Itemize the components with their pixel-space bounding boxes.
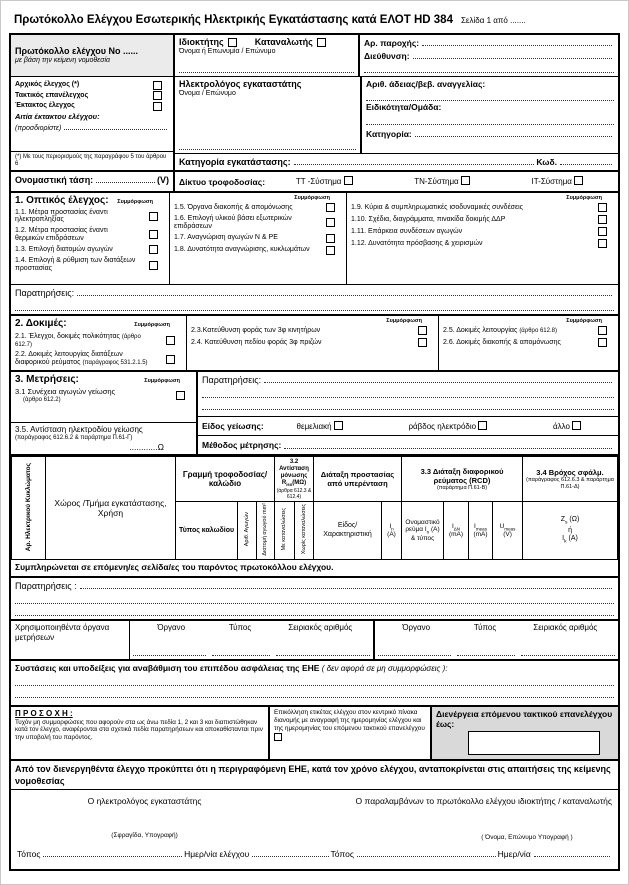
riso-symbol: $R_{iso}(M\Omega)$ (281, 480, 307, 488)
s3-title: 3. Μετρήσεις: (15, 374, 79, 386)
col-protection-kind: Είδος/ Χαρακτηριστική (314, 502, 382, 560)
s1-checkbox-1-4[interactable] (149, 261, 158, 270)
instrument-2-serial-input[interactable] (521, 645, 615, 656)
owner-name-hint: Όνομα ή Επωνυμία / Επώνυμο (179, 47, 276, 55)
protocol-no-cell (11, 35, 173, 76)
s1-item-1-12: 1.12. Δυνατότητα πρόσβασης & χειρισμών (351, 239, 483, 247)
earth-type-foundation-label: θεμελιακή (296, 421, 332, 431)
s1-checkbox-1-1[interactable] (149, 212, 158, 221)
sticker-cell (268, 707, 430, 758)
voltage-input[interactable] (96, 174, 155, 183)
caution-cell (11, 707, 268, 758)
address-input-2[interactable] (364, 62, 614, 73)
observations-1-input[interactable] (77, 287, 612, 296)
earth-type-row (198, 416, 618, 435)
supply-cell (358, 35, 618, 76)
observations-1-label: Παρατηρήσεις: (15, 288, 75, 299)
address-label: Διεύθυνση: (364, 50, 410, 61)
s2-col2 (186, 316, 438, 370)
ik-symbol: $I_k$ (A) (562, 534, 578, 545)
place-left-input[interactable] (43, 848, 182, 857)
s1-item-1-10: 1.10. Σχέδια, διαγράμματα, πινακίδα δοκιμής ΔΔΡ (351, 215, 506, 223)
s3-checkbox-3-1[interactable] (176, 391, 185, 400)
address-input[interactable] (413, 50, 612, 59)
col-rcd-nominal: Ονομαστικό ρεύμα $I_n$ (A) & τύπος (402, 502, 444, 560)
circuits-table (11, 456, 618, 560)
signature-left-sub: (Σφραγίδα, Υπογραφή) (111, 832, 178, 840)
sticker-checkbox[interactable] (274, 733, 282, 741)
col-imeas: $I_{meas}$ (mA) (469, 502, 493, 560)
s2-checkbox-2-5[interactable] (598, 326, 607, 335)
cause-input[interactable] (64, 121, 167, 130)
system-tt (296, 176, 353, 187)
check-type-extraordinary-label: Έκτακτος έλεγχος (15, 102, 75, 110)
s2-item-2-5-ref: (άρθρο 612.8) (519, 327, 557, 334)
s1-checkbox-1-6[interactable] (326, 218, 335, 227)
code-input[interactable] (560, 156, 612, 165)
next-inspection-label: Διενέργεια επόμενου τακτικού επανελέγχου έως: (436, 709, 613, 730)
s2-compliance-1: Συμμόρφωση (134, 321, 170, 328)
next-inspection-cell (430, 707, 618, 758)
earth-type-label: Είδος γείωσης: (202, 421, 264, 432)
check-date-label: Ημερ/νία ελέγχου (184, 848, 250, 859)
s2-item-2-6: 2.6. Δοκιμές διακοπής & απομόνωσης (443, 338, 561, 346)
s2-compliance-3: Συμμόρφωση (566, 317, 602, 324)
s1-col3 (346, 193, 618, 284)
row-protocol (11, 35, 618, 76)
loop-title: 3.4 Βρόχος σφάλμ. (536, 468, 604, 478)
observations-2-label: Παρατηρήσεις : (15, 581, 77, 592)
s1-item-1-6: 1.6. Επιλογή υλικού βάσει εξωτερικών επιδράσεων (174, 215, 292, 230)
signatures-block (11, 789, 618, 869)
s2-checkbox-2-2[interactable] (166, 355, 175, 364)
row-voltage (11, 170, 618, 191)
instruments-group-2 (373, 621, 618, 659)
system-it-checkbox[interactable] (574, 176, 583, 185)
s3-observations-input-2[interactable] (202, 387, 614, 398)
zs-symbol: $Z_s$ (Ω) (560, 516, 580, 526)
system-tt-label: TT -Σύστημα (295, 177, 342, 187)
s3-compliance: Συμμόρφωση (144, 378, 180, 385)
date-input[interactable] (534, 848, 610, 857)
recommendations-input-1[interactable] (15, 675, 614, 686)
observations-2-input[interactable] (80, 580, 612, 589)
caution-body: Τυχόν μη συμμορφώσεις που αφορούν στα ως άνω πεδία 1, 2 και 3 και διαπιστώθηκαν κατά τον έλεγχο, αναφέρονται στα σχετικά πεδία παρατηρήσεων και αποκαθίστανται πριν την υποβολή του παρόντος. (15, 718, 263, 741)
s1-checkbox-1-7[interactable] (326, 234, 335, 243)
place-left-label: Τόπος (17, 848, 41, 859)
network-cell (173, 172, 618, 191)
s3-right (196, 372, 618, 454)
page-of-dots: ....... (510, 16, 526, 25)
footnote: (*) Με τους περιορισμούς της παραγράφου 5 του άρθρου 6 (11, 151, 173, 170)
rcd-title: 3.3 Διάταξη διαφορικού ρεύματος (RCD) (420, 466, 504, 485)
row-check-types (11, 76, 618, 170)
col-without-loads: Χωρίς καταναλώσεις (300, 504, 307, 555)
s3-observations-input[interactable] (264, 374, 612, 383)
earth-type-other-label: άλλο (552, 421, 570, 431)
installation-category-row (175, 153, 618, 170)
signature-right-sub: ( Όνομα, Επώνυμο Υπογραφή ) (481, 834, 573, 842)
instrument-2-serial-header: Σειριακός αριθμός (533, 623, 598, 633)
s1-checkbox-1-11[interactable] (598, 227, 607, 236)
electrician-title: Ηλεκτρολόγος εγκαταστάτης (179, 79, 302, 90)
check-type-initial-label: Αρχικός έλεγχος (*) (15, 81, 80, 89)
instrument-1-type-header: Τύπος (228, 623, 252, 633)
earth-type-other (553, 421, 581, 432)
supply-no-label: Αρ. παροχής: (364, 37, 420, 48)
protocol-no-label: Πρωτόκολλο ελέγχου Νο ...... (15, 45, 138, 56)
instrument-1-serial-input[interactable] (276, 645, 370, 656)
instrument-1-type-input[interactable] (212, 645, 270, 656)
code-label: Κωδ. (536, 157, 557, 168)
s1-item-1-1: 1.1. Μέτρα προστασίας έναντι ηλεκτροπληξίας (15, 208, 108, 224)
s1-item-1-8: 1.8. Δυνατότητα αναγνώρισης, κυκλωμάτων (174, 246, 310, 254)
s1-item-1-11: 1.11. Επάρκεια συνδέσεων αγωγών (351, 227, 463, 235)
signature-left-title: Ο ηλεκτρολόγος εγκαταστάτης (87, 795, 202, 806)
instrument-2-name-header: Όργανο (402, 623, 431, 633)
recommendations-input-2[interactable] (15, 687, 614, 698)
continuation-note: Συμπληρώνεται σε επόμενη/ες σελίδα/ες του παρόντος πρωτοκόλλου ελέγχου. (15, 562, 334, 573)
s2-checkbox-2-4[interactable] (418, 338, 427, 347)
network-label: Δίκτυο τροφοδοσίας: (179, 176, 266, 187)
insulation-ref: (άρθρα 612.3 & 612.4) (276, 487, 312, 500)
s3-observations-label: Παρατηρήσεις: (202, 375, 262, 386)
group-insulation (275, 457, 314, 502)
s1-checkbox-1-2[interactable] (149, 230, 158, 239)
supply-no-input[interactable] (422, 37, 612, 46)
place-right-label: Τόπος (330, 848, 354, 859)
place-right-input[interactable] (357, 848, 496, 857)
sticker-text: Επικόλληση ετικέτας ελέγχου στον κεντρικό πίνακα διανομής με αναγραφή της ημερομηνίας ελέγχου και της ημερομηνίας του επόμενου τακτικού επανελέγχου (274, 709, 425, 733)
instrument-2-name-input[interactable] (378, 645, 451, 656)
electrician-name-input[interactable] (179, 139, 356, 150)
page-label: Σελίδα (460, 16, 485, 25)
instrument-2-type-header: Τύπος (473, 623, 497, 633)
electrician-cell (175, 77, 360, 153)
page-number: 1 (486, 16, 492, 25)
recommendations-label: Συστάσεις και υποδείξεις για αναβάθμιση του επιπέδου ασφάλειας της ΕΗΕ (15, 663, 320, 674)
s1-checkbox-1-12[interactable] (598, 239, 607, 248)
license-label: Αριθ. άδειας/βεβ. αναγγελίας: (366, 79, 486, 90)
s2-compliance-2: Συμμόρφωση (386, 317, 422, 324)
s1-checkbox-1-9[interactable] (598, 203, 607, 212)
voltage-label: Ονομαστική τάση: (15, 175, 94, 186)
s1-title: 1. Οπτικός έλεγχος: (15, 195, 109, 207)
instruments-group-1 (129, 621, 373, 659)
col-umeas: $U_{meas}$ (V) (493, 502, 523, 560)
check-type-initial-checkbox[interactable] (153, 81, 162, 90)
instrument-1-name-header: Όργανο (157, 623, 186, 633)
installation-category-input[interactable] (294, 156, 535, 165)
s1-checkbox-1-8[interactable] (326, 246, 335, 255)
col-location: Χώρος /Τμήμα εγκατάστασης, Χρήση (46, 457, 176, 560)
observations-2 (11, 576, 618, 619)
s2-item-2-3: 2.3.Κατεύθυνση φοράς των 3φ κινητήρων (191, 326, 321, 334)
s3-item-3-5: 3.5. Αντίσταση ηλεκτροδίου γείωσης (15, 425, 143, 435)
s1-compliance-2: Συμμόρφωση (294, 195, 330, 202)
s3-item-3-5-ref: (παράγραφος 612.6.2 & παράρτημα Π.61-Γ) (15, 434, 133, 441)
installation-category-label: Κατηγορία εγκατάστασης: (179, 157, 291, 168)
check-type-regular-label: Τακτικός επανέλεγχος (15, 91, 89, 99)
group-supply-line: Γραμμή τροφοδοσίας/ καλώδιο (176, 457, 275, 502)
observations-1 (11, 284, 618, 314)
category-label: Κατηγορία: (366, 128, 412, 139)
earth-type-rod-label: ράβδος ηλεκτρόδιο (408, 421, 477, 431)
instruments-label: Χρησιμοποιηθέντα όργανα μετρήσεων (15, 623, 110, 642)
place-date-row (11, 848, 618, 859)
owner-label: Ιδιοκτήτης (179, 36, 224, 47)
s1-checkbox-1-5[interactable] (326, 203, 335, 212)
s2-title: 2. Δοκιμές: (15, 317, 67, 329)
col-circuit-number: Αρ. Ηλεκτρικού Κυκλώματος (24, 462, 32, 552)
method-row (198, 435, 618, 454)
page-title: Πρωτόκολλο Ελέγχου Εσωτερικής Ηλεκτρικής Εγκατάστασης κατά ΕΛΟΤ HD 384 (14, 14, 453, 26)
col-cable-type: Τύπος καλωδίου (176, 502, 238, 560)
system-tn-checkbox[interactable] (461, 176, 470, 185)
s2-checkbox-2-3[interactable] (418, 326, 427, 335)
observations-1-input-2[interactable] (15, 300, 614, 311)
s1-item-1-7: 1.7. Αναγνώριση αγωγών N & PE (174, 234, 278, 242)
license-input[interactable] (366, 90, 614, 101)
protocol-form (9, 33, 620, 871)
check-types-cell (11, 77, 173, 170)
system-tn-label: TN-Σύστημα (414, 177, 459, 187)
rcd-ref: (παράρτημα Π.61-Β) (436, 484, 488, 491)
declaration: Από τον διενεργηθέντα έλεγχο προκύπτει ότι η περιγραφόμενη ΕΗΕ, κατά τον χρόνο ελέγχου, ανταποκρίνεται στις απαιτήσεις της κείμενης νομοθεσίας (11, 759, 618, 789)
category-input[interactable] (415, 128, 612, 137)
earth-type-other-checkbox[interactable] (572, 421, 581, 430)
loop-ref: (παράγραφος 612.6.3 & παράρτημα Π.61-Δ) (526, 477, 614, 490)
recommendations-note: ( δεν αφορά σε μη συμμορφώσεις ): (321, 664, 448, 674)
s3-item-3-5-value[interactable]: ............Ω (129, 442, 164, 453)
s1-item-1-5: 1.5. Όργανα διακοπής & απομόνωσης (174, 203, 293, 211)
s2-item-2-2: 2.2. Δοκιμές λειτουργίας διατάξεων διαφορικού ρεύματος (15, 351, 123, 367)
earth-type-foundation-checkbox[interactable] (334, 421, 343, 430)
caution-title: Π Ρ Ο Σ Ο Χ Η : (15, 709, 73, 719)
s2-item-2-5: 2.5. Δοκιμές λειτουργίας (443, 326, 518, 334)
form-title-bar (14, 14, 618, 28)
section-2-tests (11, 314, 618, 370)
recommendations (11, 659, 618, 705)
observations-2-input-2[interactable] (15, 593, 614, 604)
s2-item-2-1-ref: (άρθρο 612.7) (15, 333, 141, 348)
s3-item-3-1-ref: (άρθρο 612.2) (23, 397, 61, 404)
observations-2-input-3[interactable] (15, 605, 614, 616)
s2-item-2-1: 2.1. Έλεγχοι, δοκιμές πολικότητας (15, 332, 120, 340)
s1-checkbox-1-3[interactable] (149, 245, 158, 254)
owner-checkbox[interactable] (228, 38, 237, 47)
system-it (532, 176, 584, 187)
s3-observations (198, 372, 618, 416)
voltage-cell (11, 172, 173, 191)
s1-compliance-3: Συμμόρφωση (566, 195, 602, 202)
s3-left (11, 372, 196, 454)
system-tt-checkbox[interactable] (344, 176, 353, 185)
voltage-unit: (V) (157, 175, 169, 186)
earth-type-rod (408, 421, 487, 432)
next-inspection-date-input[interactable] (468, 731, 600, 755)
group-rcd (402, 457, 523, 502)
page-of-label: από (493, 16, 508, 25)
system-tn (414, 176, 470, 187)
instrument-2-type-input[interactable] (457, 645, 515, 656)
col-zs-ik (523, 502, 618, 560)
col-idn: $I_{\Delta N}$ (mA) (444, 502, 469, 560)
owner-name-input[interactable] (179, 62, 354, 73)
s2-col1 (11, 316, 186, 370)
s1-col2 (169, 193, 346, 284)
col-conductors: Αριθ. Αγωγών (243, 512, 250, 547)
s1-item-1-4: 1.4. Επιλογή & ρύθμιση των διατάξεων προστασίας (15, 257, 136, 273)
specialty-input[interactable] (366, 114, 614, 125)
s1-compliance-1: Συμμόρφωση (117, 199, 153, 206)
instrument-1-serial-header: Σειριακός αριθμός (288, 623, 353, 633)
instruments-row (11, 619, 618, 659)
date-label: Ημερ/νία (497, 848, 531, 859)
s1-col1 (11, 193, 169, 284)
s2-item-2-2-ref: (παράγραφος 531.2.1.5) (82, 360, 148, 367)
electrician-name-hint: Όνομα / Επώνυμο (179, 89, 236, 97)
specialty-label: Ειδικότητα/Ομάδα: (366, 102, 442, 113)
s3-observations-input-3[interactable] (202, 399, 614, 410)
col-in: $I_n$ (A) (382, 502, 402, 560)
s1-item-1-9: 1.9. Κύρια & συμπληρωματικές ισοδυναμικές συνδέσεις (351, 203, 524, 211)
rcd-in-symbol: $I_n$ (A) (424, 526, 440, 535)
s2-checkbox-2-1[interactable] (166, 336, 175, 345)
s2-checkbox-2-6[interactable] (598, 338, 607, 347)
section-3-measurements (11, 370, 618, 454)
earth-type-rod-checkbox[interactable] (478, 421, 487, 430)
earth-type-foundation (297, 421, 343, 432)
check-type-extraordinary-checkbox[interactable] (153, 102, 162, 111)
group-overcurrent: Διάταξη προστασίας από υπερένταση (314, 457, 402, 502)
s3-item-3-1: 3.1 Συνέχεια αγωγών γείωσης (15, 386, 116, 396)
signature-right-title: Ο παραλαμβάνων το πρωτόκολλο ελέγχου ιδιοκτήτης / καταναλωτής (355, 795, 612, 806)
check-date-input[interactable] (252, 848, 328, 857)
protocol-basis-label: με βάση την κείμενη νομοθεσία (15, 56, 110, 64)
system-it-label: IT-Σύστημα (531, 177, 572, 187)
circuits-table-wrap (11, 454, 618, 560)
right-of-check-types (173, 77, 618, 170)
s2-item-2-4: 2.4. Κατεύθυνση πεδίου φοράς 3φ πριζών (191, 338, 322, 346)
consumer-checkbox[interactable] (317, 38, 326, 47)
group-fault-loop (523, 457, 618, 502)
col-with-loads: Με καταναλώσεις (281, 508, 288, 551)
s1-item-1-3: 1.3. Επιλογή διατομών αγωγών (15, 246, 113, 254)
s3-item-3-5-cell (11, 422, 196, 454)
s1-checkbox-1-10[interactable] (598, 215, 607, 224)
method-input[interactable] (284, 440, 612, 449)
owner-cell (173, 35, 358, 76)
specify-label: (προσδιορίστε) (15, 125, 62, 133)
or-word: ή (568, 526, 572, 534)
s1-item-1-2: 1.2. Μέτρα προστασίας έναντι θερμικών επιδράσεων (15, 227, 108, 242)
s2-col3 (438, 316, 618, 370)
credentials-cell (360, 77, 618, 153)
instrument-1-name-input[interactable] (133, 645, 206, 656)
col-cross-section: Διατομή αγωγού mm² (262, 503, 269, 556)
extraordinary-cause-label: Αιτία έκτακτου ελέγχου: (15, 112, 100, 122)
consumer-label: Καταναλωτής (254, 36, 313, 47)
insulation-title: 3.2 Αντίσταση μόνωσης (279, 458, 309, 480)
check-type-regular-checkbox[interactable] (153, 91, 162, 100)
section-1-visual-check (11, 191, 618, 284)
method-label: Μέθοδος μέτρησης: (202, 440, 282, 451)
caution-row (11, 705, 618, 758)
page-counter (461, 16, 526, 26)
